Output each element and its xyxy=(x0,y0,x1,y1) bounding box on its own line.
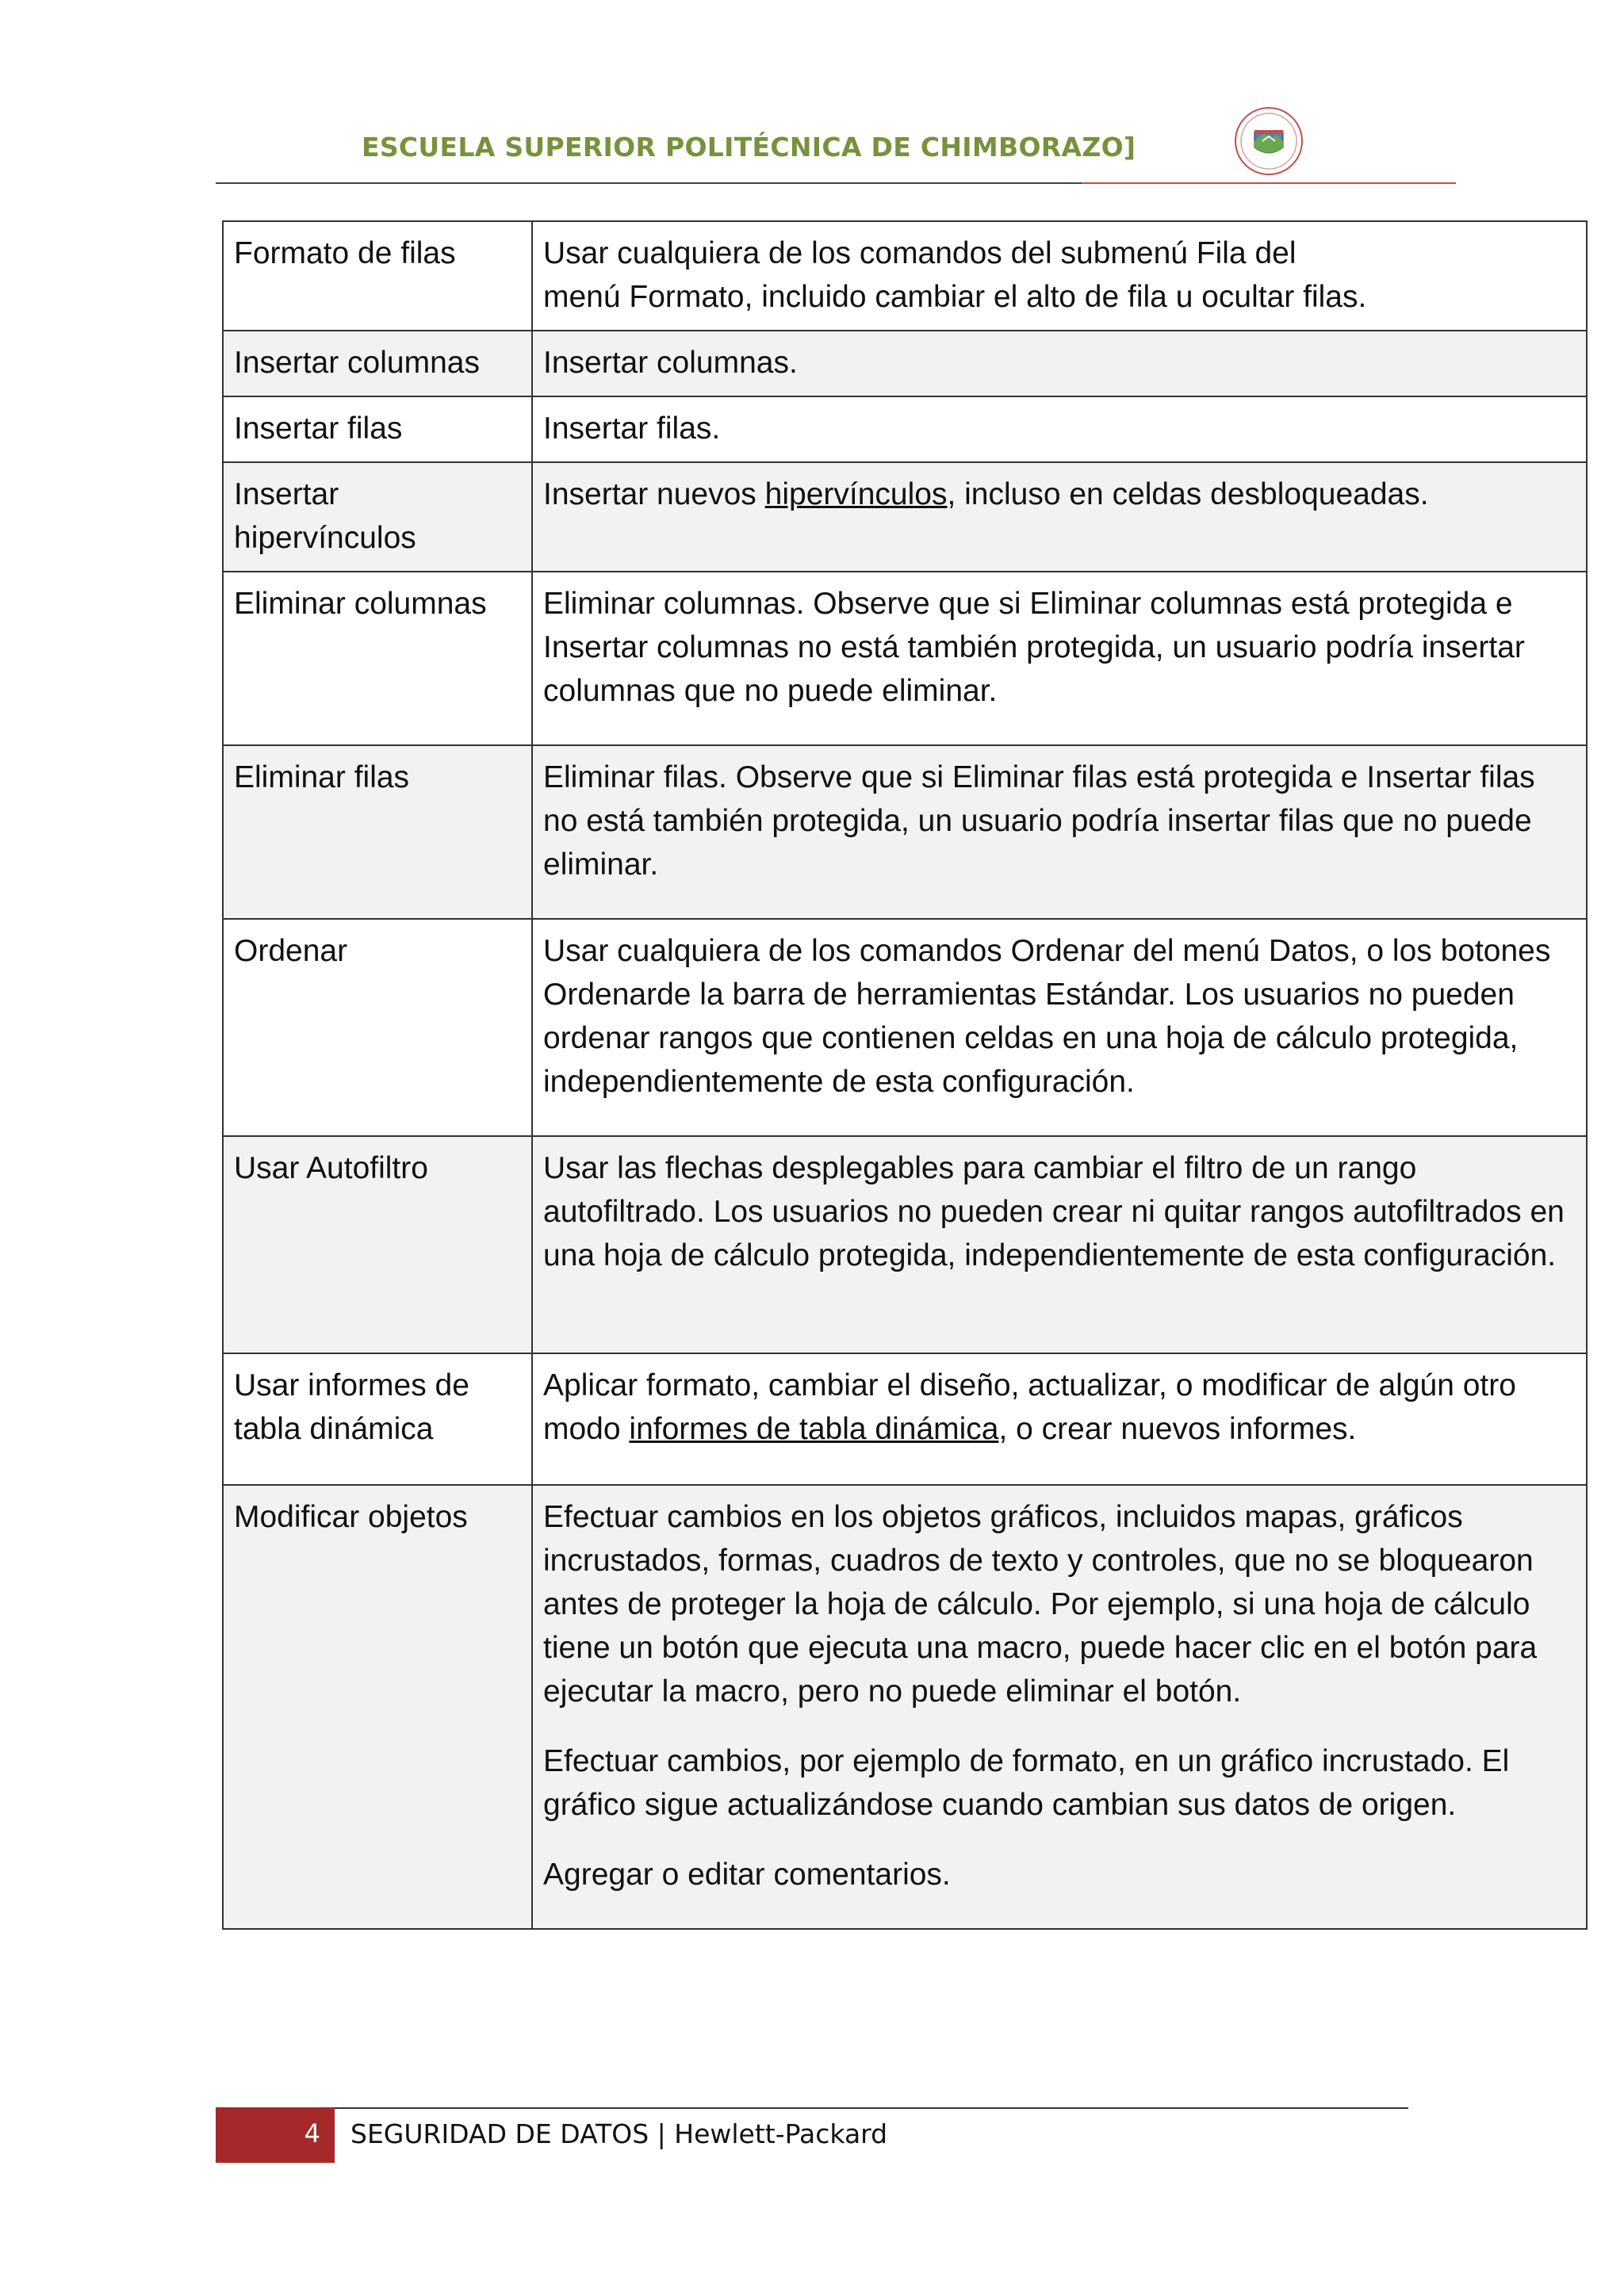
permission-name: Usar Autofiltro xyxy=(223,1136,532,1353)
table-row xyxy=(223,221,1587,331)
permission-name: Eliminar filas xyxy=(223,745,532,919)
permission-description xyxy=(532,919,1587,1136)
espoch-seal-icon xyxy=(1234,106,1304,176)
header-divider xyxy=(216,182,1082,184)
header-title: ESCUELA SUPERIOR POLITÉCNICA DE CHIMBORAZO] xyxy=(362,132,1136,163)
permission-description xyxy=(532,745,1587,919)
description-paragraph: Agregar o editar comentarios. xyxy=(543,1858,951,1892)
table-row xyxy=(223,331,1587,396)
permission-description xyxy=(532,1353,1587,1485)
table-row xyxy=(223,396,1587,462)
permissions-table xyxy=(222,220,1588,1930)
permission-description xyxy=(532,1136,1587,1353)
description-paragraph: Efectuar cambios, por ejemplo de formato, en un gráfico incrustado. El gráfico sigue actualizándose cuando cambian sus datos de origen. xyxy=(543,1744,1510,1822)
header-divider-accent xyxy=(1082,182,1456,184)
description-paragraph: Efectuar cambios en los objetos gráficos, incluidos mapas, gráficos incrustados, formas, cuadros de texto y controles, que no se bloquearon antes de proteger la hoja de cálculo. Por ejemplo, si una hoja de cálculo tiene un botón que ejecuta una macro, puede hacer clic en el botón para ejecutar la macro, pero no puede eliminar el botón. xyxy=(543,1500,1538,1709)
permission-description: Insertar filas. xyxy=(532,396,1587,462)
permission-name: Insertar hipervínculos xyxy=(223,462,532,572)
footer-divider xyxy=(335,2107,1408,2109)
table-row xyxy=(223,462,1587,572)
hipervinculos-link[interactable]: hipervínculos xyxy=(764,477,948,511)
description-line: Usar cualquiera de los comandos del submenú Fila del xyxy=(543,236,1297,270)
permission-name: Eliminar columnas xyxy=(223,572,532,745)
description-text: , o crear nuevos informes. xyxy=(998,1412,1357,1446)
description-text: Insertar nuevos xyxy=(543,477,765,511)
table-row xyxy=(223,919,1587,1136)
permission-description xyxy=(532,462,1587,572)
description-text: Aplicar formato, cambiar el diseño, actualizar, o modificar de algún otro modo xyxy=(543,1368,1516,1446)
page-number: 4 xyxy=(304,2118,320,2149)
permission-name: Formato de filas xyxy=(223,221,532,331)
footer-text: SEGURIDAD DE DATOS | Hewlett-Packard xyxy=(350,2118,888,2149)
table-row xyxy=(223,572,1587,745)
permission-name: Insertar columnas xyxy=(223,331,532,396)
permission-description: Insertar columnas. xyxy=(532,331,1587,396)
page-number-box xyxy=(216,2107,335,2163)
permission-name: Ordenar xyxy=(223,919,532,1136)
table-row xyxy=(223,1353,1587,1485)
permission-description xyxy=(532,572,1587,745)
permission-name: Modificar objetos xyxy=(223,1485,532,1929)
permission-description xyxy=(532,1485,1587,1929)
table-row xyxy=(223,745,1587,919)
description-text: Usar las flechas desplegables para cambiar el filtro de un rango autofiltrado. Los usuarios no pueden crear ni quitar rangos autofiltrados en una hoja de cálculo protegida, independientemente de esta configuración. xyxy=(543,1151,1565,1272)
description-line: menú Formato, incluido cambiar el alto de fila u ocultar filas. xyxy=(543,280,1367,314)
permission-description xyxy=(532,221,1587,331)
description-text: Usar cualquiera de los comandos Ordenar del menú Datos, o los botones Ordenarde la barra de herramientas Estándar. Los usuarios no pueden ordenar rangos que contienen celdas en una hoja de cálculo protegida, independientemente de esta configuración. xyxy=(543,934,1551,1099)
permission-name: Usar informes de tabla dinámica xyxy=(223,1353,532,1485)
description-text: Eliminar filas. Observe que si Eliminar filas está protegida e Insertar filas no está también protegida, un usuario podría insertar filas que no puede eliminar. xyxy=(543,760,1535,882)
table-row xyxy=(223,1136,1587,1353)
permission-name: Insertar filas xyxy=(223,396,532,462)
informes-tabla-dinamica-link[interactable]: informes de tabla dinámica xyxy=(629,1412,999,1446)
page-header xyxy=(0,0,1624,190)
description-text: , incluso en celdas desbloqueadas. xyxy=(947,477,1429,511)
description-text: Eliminar columnas. Observe que si Eliminar columnas está protegida e Insertar columnas no está también protegida, un usuario podría insertar columnas que no puede eliminar. xyxy=(543,587,1525,708)
table-row xyxy=(223,1485,1587,1929)
